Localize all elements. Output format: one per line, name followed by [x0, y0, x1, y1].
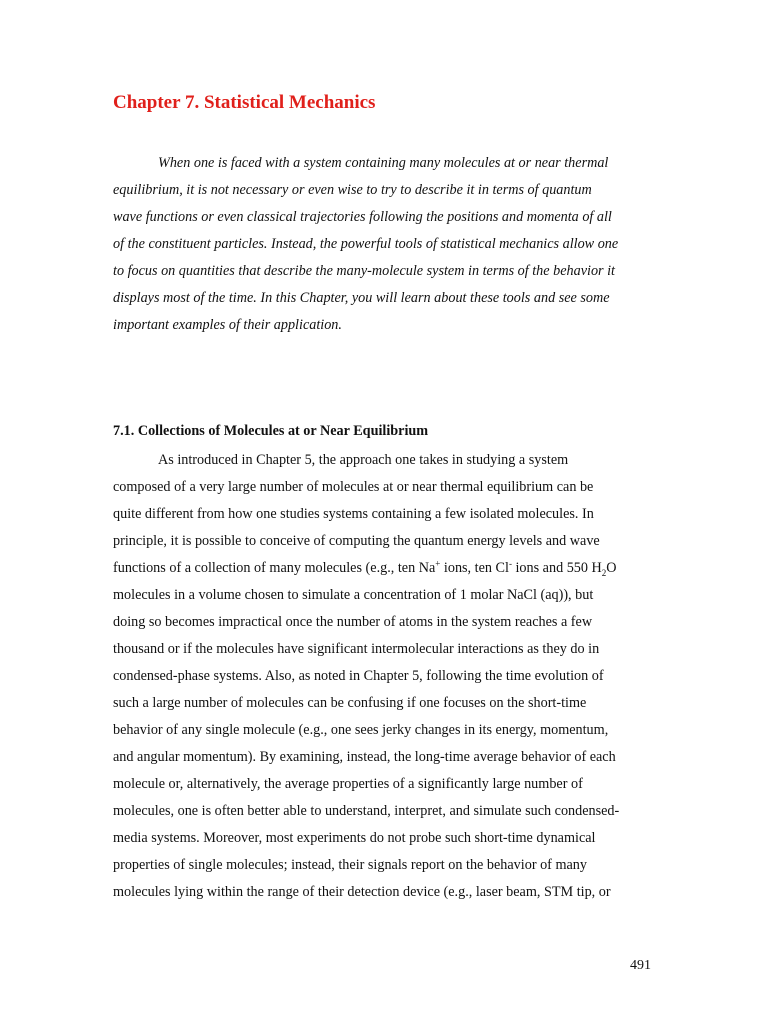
body-line: doing so becomes impractical once the number of atoms in the system reaches a few [113, 614, 593, 630]
body-line: composed of a very large number of molecules at or near thermal equilibrium can be [113, 479, 594, 495]
chapter-abstract [113, 150, 673, 339]
chapter-title: Chapter 7. Statistical Mechanics [113, 92, 376, 113]
body-line: such a large number of molecules can be confusing if one focuses on the short-time [113, 695, 587, 711]
body-line: thousand or if the molecules have significant intermolecular interactions as they do in [113, 641, 600, 657]
body-line: properties of single molecules; instead, their signals report on the behavior of many [113, 857, 587, 873]
body-line: molecule or, alternatively, the average properties of a significantly large number of [113, 776, 583, 792]
abstract-line: equilibrium, it is not necessary or even wise to try to describe it in terms of quantum [113, 182, 592, 198]
abstract-line: wave functions or even classical trajectories following the positions and momenta of all [113, 209, 612, 225]
body-line: condensed-phase systems. Also, as noted in Chapter 5, following the time evolution of [113, 668, 604, 684]
superscript-charge: + [435, 558, 441, 569]
body-line: molecules in a volume chosen to simulate a concentration of 1 molar NaCl (aq)), but [113, 587, 594, 603]
body-line: behavior of any single molecule (e.g., one sees jerky changes in its energy, momentum, [113, 722, 609, 738]
body-line: As introduced in Chapter 5, the approach one takes in studying a system [158, 452, 569, 468]
subscript-count: 2 [601, 567, 607, 578]
body-line: and angular momentum). By examining, instead, the long-time average behavior of each [113, 749, 616, 765]
body-line: principle, it is possible to conceive of computing the quantum energy levels and wave [113, 533, 600, 549]
text-fragment: O [606, 560, 617, 576]
superscript-charge: - [508, 558, 512, 569]
body-line-with-formulas [113, 555, 673, 582]
abstract-line: to focus on quantities that describe the many-molecule system in terms of the behavior it [113, 263, 615, 279]
page-number: 491 [630, 958, 651, 973]
text-fragment: ions, ten Cl [440, 560, 509, 576]
body-line: media systems. Moreover, most experiments do not probe such short-time dynamical [113, 830, 596, 846]
body-line: quite different from how one studies systems containing a few isolated molecules. In [113, 506, 594, 522]
section-heading: 7.1. Collections of Molecules at or Near Equilibrium [113, 423, 429, 439]
abstract-line: important examples of their application. [113, 317, 342, 333]
text-fragment: ions and 550 H [511, 560, 602, 576]
body-paragraph [113, 447, 673, 906]
abstract-line: When one is faced with a system containing many molecules at or near thermal [158, 155, 609, 171]
abstract-line: of the constituent particles. Instead, the powerful tools of statistical mechanics allow one [113, 236, 619, 252]
body-line: molecules lying within the range of their detection device (e.g., laser beam, STM tip, or [113, 884, 611, 900]
body-line: molecules, one is often better able to understand, interpret, and simulate such condensed- [113, 803, 620, 819]
abstract-line: displays most of the time. In this Chapter, you will learn about these tools and see some [113, 290, 610, 306]
text-fragment: functions of a collection of many molecules (e.g., ten Na [113, 560, 436, 576]
